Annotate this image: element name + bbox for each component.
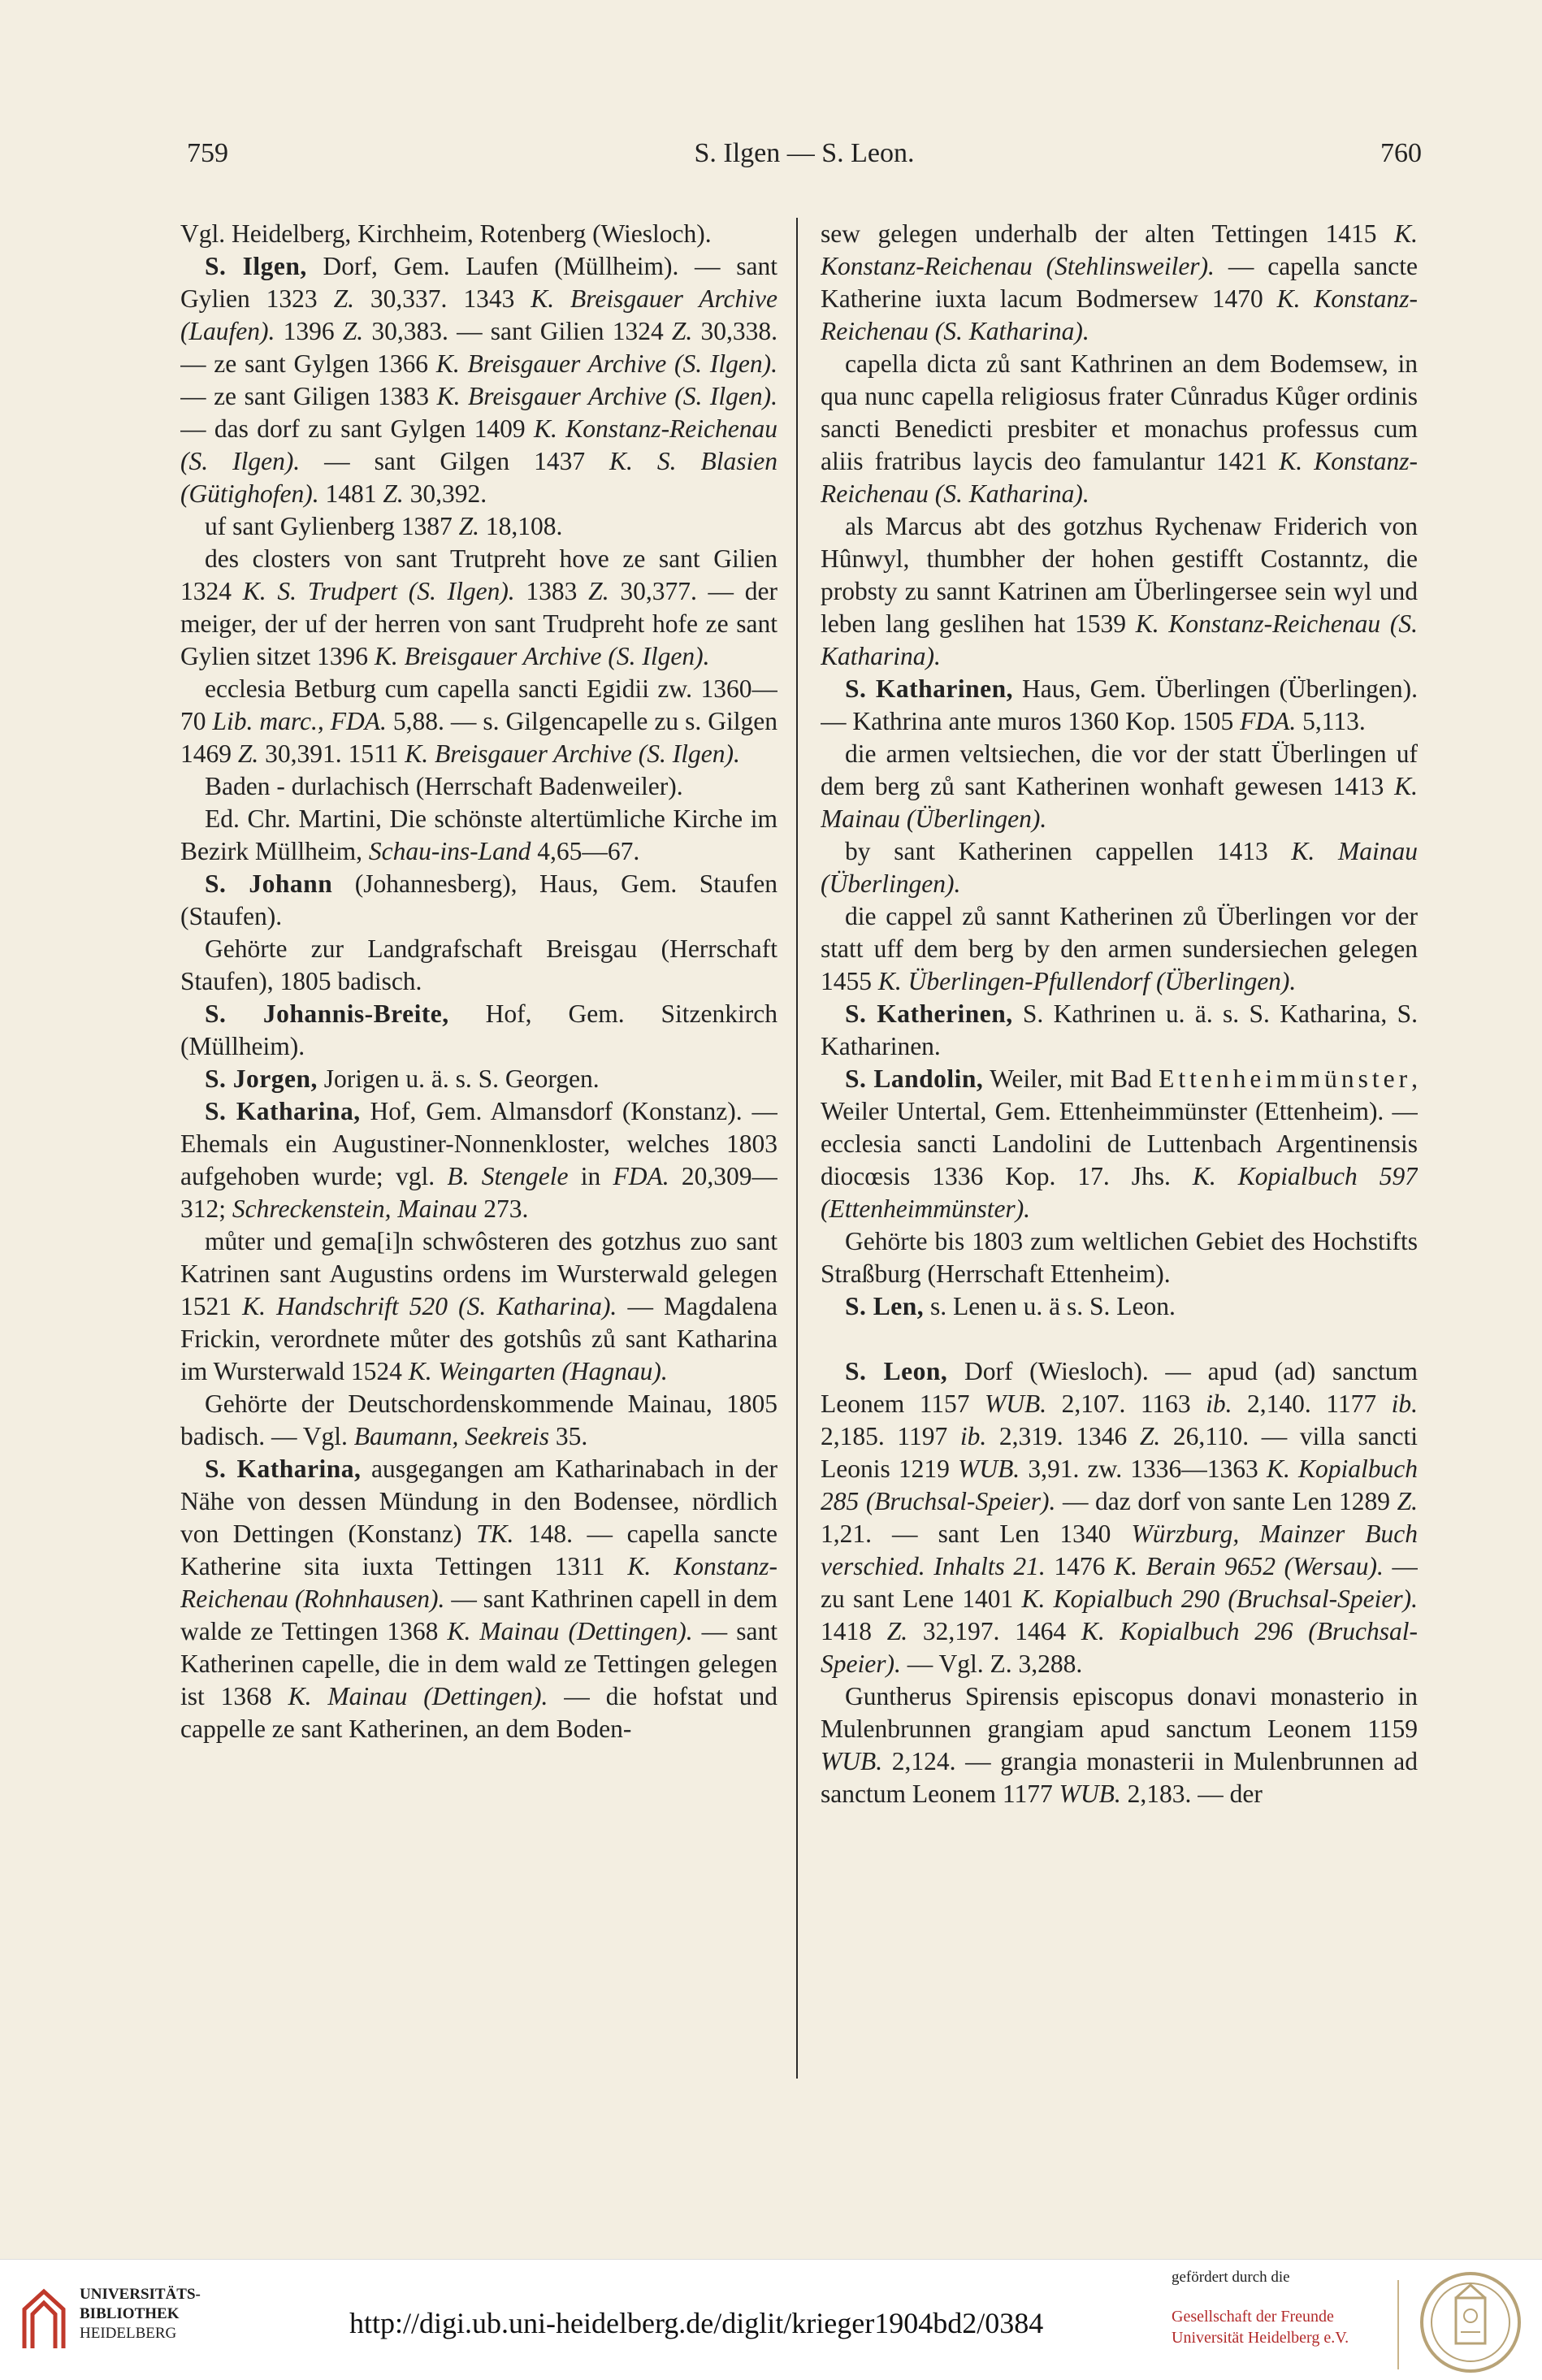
university-library-logo-icon	[19, 2285, 68, 2352]
university-seal-icon	[1415, 2270, 1526, 2374]
paragraph: ecclesia Betburg cum capella sancti Egidii zw. 1360—70 Lib. marc., FDA. 5,88. — s. Gilgencapelle zu s. Gilgen 1469 Z. 30,391. 1511 K. Breisgauer Archive (S. Ilgen).	[180, 674, 777, 768]
paragraph: Vgl. Heidelberg, Kirchheim, Rotenberg (Wiesloch).	[180, 219, 712, 248]
library-line-3: HEIDELBERG	[80, 2325, 177, 2342]
running-title: S. Ilgen — S. Leon.	[694, 138, 915, 168]
permalink-url[interactable]: http://digi.ub.uni-heidelberg.de/diglit/krieger1904bd2/0384	[349, 2307, 1044, 2339]
sponsor-line-1: Gesellschaft der Freunde	[1172, 2308, 1334, 2326]
paragraph: Gehörte der Deutschordenskommende Mainau, 1805 badisch. — Vgl. Baumann, Seekreis 35.	[180, 1389, 777, 1450]
paragraph: die cappel zů sannt Katherinen zů Überlingen vor der statt uff dem berg by den armen sundersiechen gelegen 1455 K. Überlingen-Pfullendorf (Überlingen).	[821, 902, 1418, 995]
paragraph: Gehörte zur Landgrafschaft Breisgau (Herrschaft Staufen), 1805 badisch.	[180, 934, 777, 995]
paragraph: Ed. Chr. Martini, Die schönste altertümliche Kirche im Bezirk Müllheim, Schau-ins-Land 4,65—67.	[180, 804, 777, 865]
library-line-2: BIBLIOTHEK	[80, 2305, 180, 2322]
paragraph: by sant Katherinen cappellen 1413 K. Mainau (Überlingen).	[821, 837, 1418, 898]
left-column	[180, 218, 777, 2119]
page-number-right: 760	[1380, 138, 1422, 168]
sponsor-name	[1172, 2306, 1349, 2348]
paragraph: můter und gema[i]n schwôsteren des gotzhus zuo sant Katrinen sant Augustins ordens im Wursterwald gelegen 1521 K. Handschrift 520 (S. Katharina). — Magdalena Frickin, verordnete můter des gotshûs zů sant Katharina im Wursterwald 1524 K. Weingarten (Hagnau).	[180, 1227, 777, 1385]
library-name	[80, 2285, 201, 2343]
paragraph: des closters von sant Trutpreht hove ze sant Gilien 1324 K. S. Trudpert (S. Ilgen). 1383 Z. 30,377. — der meiger, der uf der herren von sant Trudpreht hofe ze sant Gylien sitzet 1396 K. Breisgauer Archive (S. Ilgen).	[180, 544, 777, 670]
paragraph: S. Katharina, Hof, Gem. Almansdorf (Konstanz). — Ehemals ein Augustiner-Nonnenkloster, welches 1803 aufgehoben wurde; vgl. B. Stengele in FDA. 20,309—312; Schreckenstein, Mainau 273.	[180, 1097, 777, 1223]
page-number-left: 759	[187, 138, 228, 168]
paragraph: S. Jorgen, Jorigen u. ä. s. S. Georgen.	[205, 1064, 600, 1093]
paragraph: S. Katherinen, S. Kathrinen u. ä. s. S. Katharina, S. Katharinen.	[821, 999, 1418, 1060]
right-column	[821, 218, 1418, 2119]
paragraph: uf sant Gylienberg 1387 Z. 18,108.	[205, 512, 563, 540]
sponsor-divider	[1397, 2280, 1399, 2369]
paragraph: S. Johann (Johannesberg), Haus, Gem. Staufen (Staufen).	[180, 869, 777, 930]
paragraph: die armen veltsiechen, die vor der statt Überlingen uf dem berg zů sant Katherinen wonhaft gewesen 1413 K. Mainau (Überlingen).	[821, 739, 1418, 833]
funded-by-label: gefördert durch die	[1172, 2269, 1290, 2286]
paragraph: S. Landolin, Weiler, mit Bad Ettenheimmünster, Weiler Untertal, Gem. Ettenheimmünster (Ettenheim). — ecclesia sancti Landolini de Luttenbach Argentinensis diocœsis 1336 Kop. 17. Jhs. K. Kopialbuch 597 (Ettenheimmünster).	[821, 1064, 1418, 1223]
paragraph: sew gelegen underhalb der alten Tettingen 1415 K. Konstanz-Reichenau (Stehlinsweiler). — capella sancte Katherine iuxta lacum Bodmersew 1470 K. Konstanz-Reichenau (S. Katharina).	[821, 219, 1418, 345]
paragraph: als Marcus abt des gotzhus Rychenaw Friderich von Hûnwyl, thumbher der hohen gestifft Costanntz, die probsty zu sannt Katrinen am Überlingersee sein wyl und leben lang geslihen hat 1539 K. Konstanz-Reichenau (S. Katharina).	[821, 512, 1418, 670]
running-head	[187, 138, 1422, 187]
column-divider	[796, 218, 798, 2079]
sponsor-line-2: Universität Heidelberg e.V.	[1172, 2329, 1349, 2347]
paragraph: Guntherus Spirensis episcopus donavi monasterio in Mulenbrunnen grangiam apud sanctum Leonem 1159 WUB. 2,124. — grangia monasterii in Mulenbrunnen ad sanctum Leonem 1177 WUB. 2,183. — der	[821, 1682, 1418, 1808]
paragraph: S. Johannis-Breite, Hof, Gem. Sitzenkirch (Müllheim).	[180, 999, 777, 1060]
paragraph: S. Ilgen, Dorf, Gem. Laufen (Müllheim). — sant Gylien 1323 Z. 30,337. 1343 K. Breisgauer Archive (Laufen). 1396 Z. 30,383. — sant Gilien 1324 Z. 30,338. — ze sant Gylgen 1366 K. Breisgauer Archive (S. Ilgen). — ze sant Giligen 1383 K. Breisgauer Archive (S. Ilgen). — das dorf zu sant Gylgen 1409 K. Konstanz-Reichenau (S. Ilgen). — sant Gilgen 1437 K. S. Blasien (Gütighofen). 1481 Z. 30,392.	[180, 252, 777, 508]
paragraph: Gehörte bis 1803 zum weltlichen Gebiet des Hochstifts Straßburg (Herrschaft Ettenheim).	[821, 1227, 1418, 1288]
paragraph: S. Katharina, ausgegangen am Katharinabach in der Nähe von dessen Mündung in den Bodensee, nördlich von Dettingen (Konstanz) TK. 148. — capella sancte Katherine sita iuxta Tettingen 1311 K. Konstanz-Reichenau (Rohnhausen). — sant Kathrinen capell in dem walde ze Tettingen 1368 K. Mainau (Dettingen). — sant Katherinen capelle, die in dem wald ze Tettingen gelegen ist 1368 K. Mainau (Dettingen). — die hofstat und cappelle ze sant Katherinen, an dem Boden-	[180, 1454, 777, 1743]
paragraph: S. Len, s. Lenen u. ä s. S. Leon.	[845, 1292, 1176, 1320]
library-line-1: UNIVERSITÄTS-	[80, 2286, 201, 2303]
paragraph: Baden - durlachisch (Herrschaft Badenweiler).	[205, 772, 683, 800]
paragraph: capella dicta zů sant Kathrinen an dem Bodemsew, in qua nunc capella religiosus frater Cůnradus Kůger ordinis sancti Benedicti presbiter et monachus professus cum aliis fratribus laycis deo famulantur 1421 K. Konstanz-Reichenau (S. Katharina).	[821, 349, 1418, 508]
paragraph: S. Katharinen, Haus, Gem. Überlingen (Überlingen). — Kathrina ante muros 1360 Kop. 1505 FDA. 5,113.	[821, 674, 1418, 735]
paragraph: S. Leon, Dorf (Wiesloch). — apud (ad) sanctum Leonem 1157 WUB. 2,107. 1163 ib. 2,140. 1177 ib. 2,185. 1197 ib. 2,319. 1346 Z. 26,110. — villa sancti Leonis 1219 WUB. 3,91. zw. 1336—1363 K. Kopialbuch 285 (Bruchsal-Speier). — daz dorf von sante Len 1289 Z. 1,21. — sant Len 1340 Würzburg, Mainzer Buch verschied. Inhalts 21. 1476 K. Berain 9652 (Wersau). — zu sant Lene 1401 K. Kopialbuch 290 (Bruchsal-Speier). 1418 Z. 32,197. 1464 K. Kopialbuch 296 (Bruchsal-Speier). — Vgl. Z. 3,288.	[821, 1357, 1418, 1678]
